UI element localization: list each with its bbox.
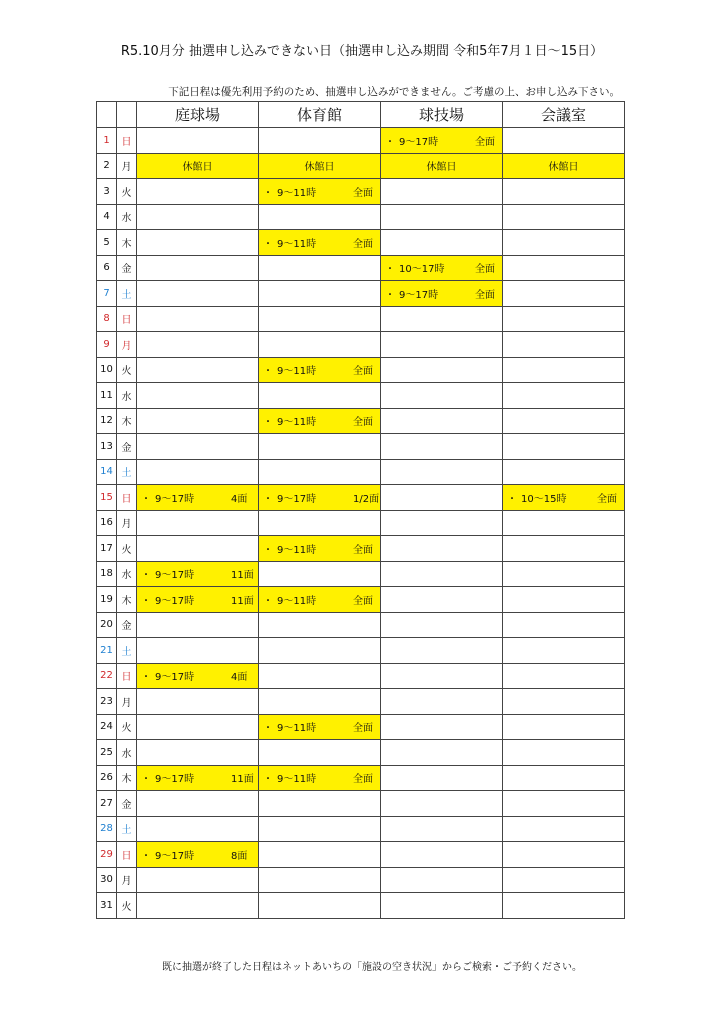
day-of-week: 日 [117,128,137,154]
cell-meeting-room [503,765,625,791]
cell-meeting-room [503,230,625,256]
bullet-icon: ・ [263,595,273,607]
reserved-time: 9～17時 [399,136,439,148]
bullet-icon: ・ [263,493,273,505]
day-number: 29 [97,842,117,868]
cell-ball-field [381,816,503,842]
cell-gymnasium [259,612,381,638]
bullet-icon: ・ [141,672,151,684]
table-row [97,893,625,919]
cell-meeting-room [503,893,625,919]
reserved-time: 9～17時 [399,289,439,301]
day-of-week: 火 [117,536,137,562]
cell-ball-field [381,893,503,919]
cell-meeting-room [503,612,625,638]
bullet-icon: ・ [263,417,273,429]
bullet-icon: ・ [141,774,151,786]
cell-ball-field [381,332,503,358]
day-of-week: 木 [117,765,137,791]
cell-ball-field [381,306,503,332]
reserved-area: 全面 [353,595,373,607]
day-of-week: 木 [117,230,137,256]
day-number: 5 [97,230,117,256]
reserved-cell [381,128,503,154]
day-of-week: 水 [117,204,137,230]
table-row [97,663,625,689]
cell-meeting-room [503,714,625,740]
day-of-week: 木 [117,408,137,434]
day-number: 26 [97,765,117,791]
cell-gymnasium [259,306,381,332]
reserved-time: 9～17時 [155,774,195,786]
cell-gymnasium [259,816,381,842]
bullet-icon: ・ [263,238,273,250]
bullet-icon: ・ [263,366,273,378]
day-of-week: 金 [117,791,137,817]
table-row [97,230,625,256]
reserved-area: 全面 [353,417,373,429]
day-number: 22 [97,663,117,689]
table-row [97,689,625,715]
cell-ball-field [381,689,503,715]
table-row [97,332,625,358]
reserved-cell [259,485,381,511]
reserved-time: 10～17時 [399,264,445,276]
day-of-week: 月 [117,510,137,536]
table-row [97,204,625,230]
header-row [97,102,625,128]
reserved-time: 9～11時 [277,417,317,429]
day-number: 27 [97,791,117,817]
cell-gymnasium [259,638,381,664]
reserved-time: 9～17時 [155,850,195,862]
day-of-week: 火 [117,179,137,205]
table-row [97,408,625,434]
cell-gymnasium [259,434,381,460]
day-of-week: 金 [117,255,137,281]
day-number: 23 [97,689,117,715]
reserved-cell [259,357,381,383]
cell-gymnasium [259,689,381,715]
cell-meeting-room [503,638,625,664]
cell-tennis-court [137,281,259,307]
day-of-week: 日 [117,306,137,332]
cell-tennis-court [137,689,259,715]
cell-tennis-court [137,638,259,664]
day-of-week: 土 [117,638,137,664]
table-row [97,867,625,893]
cell-meeting-room [503,357,625,383]
table-row [97,638,625,664]
day-of-week: 火 [117,714,137,740]
closed-day-cell: 休館日 [137,153,259,179]
cell-meeting-room [503,842,625,868]
header-gymnasium: 体育館 [259,102,381,128]
cell-meeting-room [503,306,625,332]
cell-meeting-room [503,459,625,485]
cell-meeting-room [503,740,625,766]
reserved-cell [259,536,381,562]
bullet-icon: ・ [385,136,395,148]
reserved-cell [381,281,503,307]
day-number: 14 [97,459,117,485]
cell-tennis-court [137,459,259,485]
cell-meeting-room [503,587,625,613]
table-row [97,791,625,817]
day-number: 21 [97,638,117,664]
table-row [97,281,625,307]
table-row [97,128,625,154]
table-row [97,842,625,868]
day-number: 11 [97,383,117,409]
reserved-area: 全面 [475,264,495,276]
day-of-week: 土 [117,459,137,485]
cell-meeting-room [503,561,625,587]
reserved-time: 9～11時 [277,723,317,735]
cell-tennis-court [137,791,259,817]
cell-gymnasium [259,281,381,307]
header-day [97,102,117,128]
reserved-area: 全面 [353,723,373,735]
day-number: 30 [97,867,117,893]
reserved-time: 9～11時 [277,595,317,607]
cell-tennis-court [137,332,259,358]
day-number: 8 [97,306,117,332]
cell-tennis-court [137,408,259,434]
reserved-cell [259,230,381,256]
reserved-area: 1/2面 [353,493,380,505]
cell-meeting-room [503,332,625,358]
cell-gymnasium [259,867,381,893]
table-row [97,383,625,409]
cell-ball-field [381,561,503,587]
day-of-week: 日 [117,663,137,689]
bullet-icon: ・ [141,850,151,862]
bullet-icon: ・ [141,570,151,582]
cell-tennis-court [137,306,259,332]
day-number: 24 [97,714,117,740]
reserved-cell [137,842,259,868]
cell-ball-field [381,791,503,817]
cell-gymnasium [259,842,381,868]
cell-meeting-room [503,816,625,842]
reserved-time: 10～15時 [521,493,567,505]
schedule-body [97,128,625,919]
day-number: 18 [97,561,117,587]
day-number: 4 [97,204,117,230]
cell-meeting-room [503,408,625,434]
day-of-week: 日 [117,842,137,868]
reserved-area: 4面 [231,493,248,505]
table-row [97,536,625,562]
schedule-table [96,101,625,919]
day-of-week: 土 [117,816,137,842]
bullet-icon: ・ [263,774,273,786]
cell-tennis-court [137,128,259,154]
table-row [97,510,625,536]
cell-tennis-court [137,383,259,409]
reserved-cell [259,765,381,791]
cell-gymnasium [259,561,381,587]
reserved-area: 全面 [597,493,617,505]
cell-meeting-room [503,255,625,281]
day-number: 25 [97,740,117,766]
header-tennis-court: 庭球場 [137,102,259,128]
reserved-area: 全面 [353,544,373,556]
cell-ball-field [381,230,503,256]
bullet-icon: ・ [263,723,273,735]
reserved-area: 11面 [231,774,254,786]
cell-ball-field [381,536,503,562]
day-of-week: 月 [117,867,137,893]
table-row [97,714,625,740]
bullet-icon: ・ [507,493,517,505]
bullet-icon: ・ [263,187,273,199]
day-of-week: 土 [117,281,137,307]
day-of-week: 月 [117,153,137,179]
reserved-cell [137,485,259,511]
table-row [97,459,625,485]
header-ball-field: 球技場 [381,102,503,128]
bullet-icon: ・ [141,595,151,607]
reserved-cell [137,765,259,791]
cell-ball-field [381,740,503,766]
table-row [97,612,625,638]
day-number: 3 [97,179,117,205]
day-number: 15 [97,485,117,511]
day-number: 6 [97,255,117,281]
reserved-cell [137,561,259,587]
cell-meeting-room [503,128,625,154]
reserved-time: 9～11時 [277,544,317,556]
cell-tennis-court [137,536,259,562]
bullet-icon: ・ [385,289,395,301]
table-row [97,816,625,842]
day-of-week: 金 [117,434,137,460]
cell-tennis-court [137,612,259,638]
cell-tennis-court [137,867,259,893]
cell-gymnasium [259,383,381,409]
day-number: 1 [97,128,117,154]
cell-meeting-room [503,510,625,536]
cell-gymnasium [259,128,381,154]
reserved-time: 9～17時 [277,493,317,505]
table-row [97,306,625,332]
day-number: 20 [97,612,117,638]
day-number: 2 [97,153,117,179]
day-of-week: 日 [117,485,137,511]
cell-ball-field [381,510,503,536]
cell-meeting-room [503,281,625,307]
reserved-cell [259,179,381,205]
cell-meeting-room [503,536,625,562]
cell-ball-field [381,587,503,613]
cell-gymnasium [259,204,381,230]
cell-ball-field [381,867,503,893]
cell-ball-field [381,383,503,409]
page-title: R5.10月分 抽選申し込みできない日（抽選申し込み期間 令和5年7月１日～15日） [120,44,604,59]
cell-meeting-room [503,663,625,689]
day-number: 17 [97,536,117,562]
notice-text: 下記日程は優先利用予約のため、抽選申し込みができません。ご考慮の上、お申し込み下さい。 [168,86,620,98]
reserved-time: 9～17時 [155,672,195,684]
day-of-week: 火 [117,357,137,383]
cell-gymnasium [259,791,381,817]
cell-meeting-room [503,689,625,715]
reserved-area: 11面 [231,595,254,607]
reserved-area: 全面 [353,774,373,786]
cell-tennis-court [137,740,259,766]
cell-ball-field [381,204,503,230]
reserved-area: 全面 [353,187,373,199]
cell-tennis-court [137,179,259,205]
reserved-time: 9～11時 [277,774,317,786]
cell-meeting-room [503,204,625,230]
day-of-week: 水 [117,561,137,587]
reserved-cell [137,587,259,613]
cell-ball-field [381,714,503,740]
reserved-area: 全面 [353,366,373,378]
cell-tennis-court [137,816,259,842]
day-number: 7 [97,281,117,307]
day-of-week: 水 [117,740,137,766]
day-number: 31 [97,893,117,919]
day-number: 9 [97,332,117,358]
cell-tennis-court [137,357,259,383]
bullet-icon: ・ [385,264,395,276]
cell-ball-field [381,765,503,791]
day-of-week: 月 [117,332,137,358]
closed-day-cell: 休館日 [503,153,625,179]
cell-ball-field [381,842,503,868]
header-meeting-room: 会議室 [503,102,625,128]
cell-ball-field [381,638,503,664]
cell-ball-field [381,434,503,460]
footer-note: 既に抽選が終了した日程はネットあいちの「施設の空き状況」からご検索・ご予約ください。 [162,962,582,973]
cell-ball-field [381,408,503,434]
table-row [97,255,625,281]
reserved-cell [381,255,503,281]
reserved-cell [259,408,381,434]
cell-gymnasium [259,740,381,766]
cell-ball-field [381,485,503,511]
table-row [97,434,625,460]
bullet-icon: ・ [141,493,151,505]
reserved-area: 全面 [475,136,495,148]
cell-ball-field [381,459,503,485]
day-of-week: 木 [117,587,137,613]
reserved-cell [259,587,381,613]
reserved-cell [503,485,625,511]
table-row [97,153,625,179]
reserved-area: 全面 [353,238,373,250]
reserved-time: 9～11時 [277,366,317,378]
day-number: 19 [97,587,117,613]
cell-tennis-court [137,204,259,230]
day-number: 10 [97,357,117,383]
day-number: 16 [97,510,117,536]
closed-day-cell: 休館日 [259,153,381,179]
reserved-time: 9～11時 [277,187,317,199]
bullet-icon: ・ [263,544,273,556]
cell-tennis-court [137,434,259,460]
day-number: 13 [97,434,117,460]
reserved-cell [259,714,381,740]
cell-tennis-court [137,510,259,536]
cell-meeting-room [503,791,625,817]
reserved-time: 9～17時 [155,570,195,582]
reserved-area: 4面 [231,672,248,684]
cell-gymnasium [259,459,381,485]
cell-gymnasium [259,893,381,919]
reserved-time: 9～17時 [155,493,195,505]
header-dow [117,102,137,128]
reserved-cell [137,663,259,689]
cell-ball-field [381,357,503,383]
cell-gymnasium [259,255,381,281]
reserved-area: 全面 [475,289,495,301]
day-number: 12 [97,408,117,434]
day-of-week: 月 [117,689,137,715]
table-row [97,561,625,587]
table-row [97,485,625,511]
cell-ball-field [381,612,503,638]
day-number: 28 [97,816,117,842]
day-of-week: 水 [117,383,137,409]
closed-day-cell: 休館日 [381,153,503,179]
reserved-area: 11面 [231,570,254,582]
cell-gymnasium [259,510,381,536]
table-row [97,740,625,766]
reserved-time: 9～17時 [155,595,195,607]
table-row [97,179,625,205]
reserved-area: 8面 [231,850,248,862]
reserved-time: 9～11時 [277,238,317,250]
table-row [97,587,625,613]
table-row [97,765,625,791]
day-of-week: 火 [117,893,137,919]
cell-meeting-room [503,434,625,460]
cell-tennis-court [137,893,259,919]
cell-gymnasium [259,663,381,689]
cell-meeting-room [503,179,625,205]
cell-gymnasium [259,332,381,358]
cell-meeting-room [503,383,625,409]
cell-tennis-court [137,714,259,740]
table-row [97,357,625,383]
cell-meeting-room [503,867,625,893]
cell-ball-field [381,179,503,205]
day-of-week: 金 [117,612,137,638]
cell-tennis-court [137,255,259,281]
cell-ball-field [381,663,503,689]
cell-tennis-court [137,230,259,256]
